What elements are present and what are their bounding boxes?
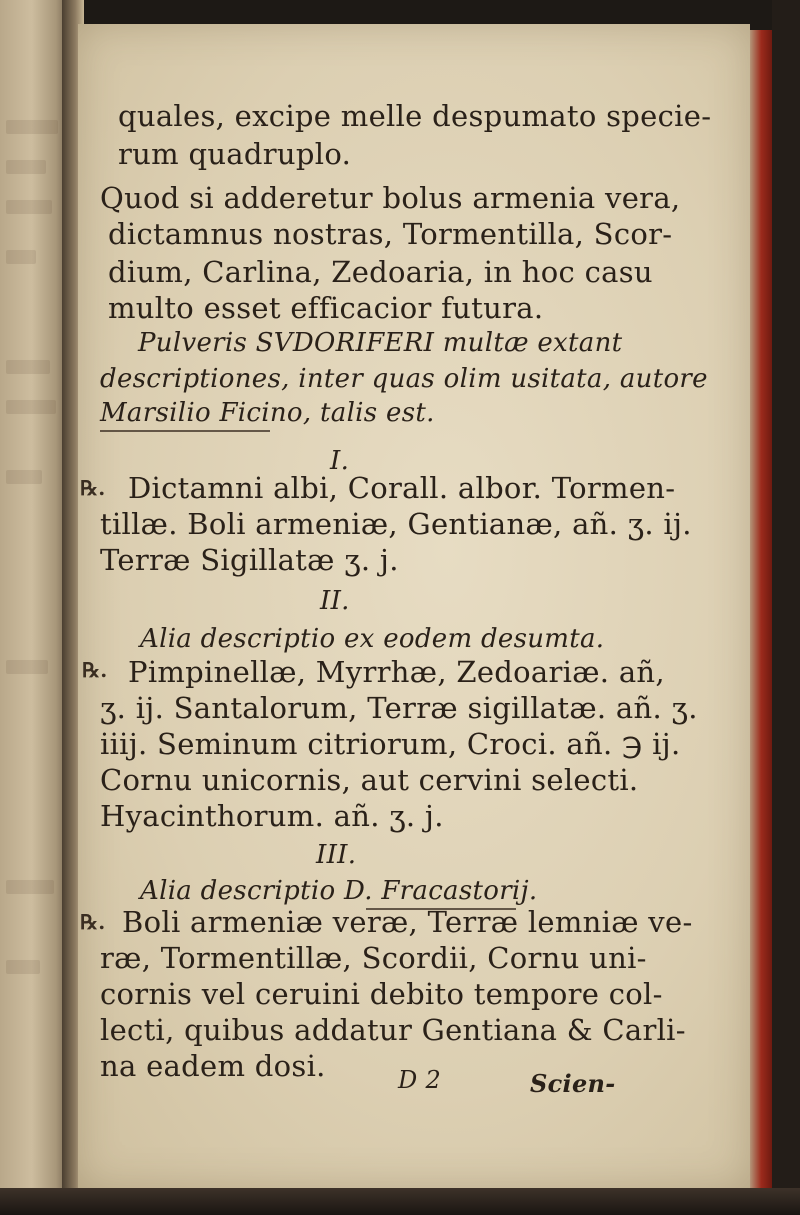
- text-line: Quod si adderetur bolus armenia vera,: [100, 181, 681, 215]
- section-heading: II.: [320, 586, 350, 616]
- recipe-symbol: ℞.: [80, 910, 106, 934]
- bleed-through-mark: [6, 120, 58, 134]
- text-line: tillæ. Boli armeniæ, Gentianæ, añ. ʒ. ij.: [100, 507, 692, 541]
- text-line: Pimpinellæ, Myrrhæ, Zedoariæ. añ,: [128, 655, 665, 689]
- recipe-symbol: ℞.: [82, 658, 108, 682]
- bottom-background: [0, 1188, 800, 1215]
- text-line: Cornu unicornis, aut cervini selecti.: [100, 763, 639, 797]
- facing-page-edge: [0, 0, 70, 1215]
- text-line: multo esset efficacior futura.: [108, 291, 544, 325]
- text-line: descriptiones, inter quas olim usitata, autore: [100, 364, 708, 394]
- text-line: ʒ. ij. Santalorum, Terræ sigillatæ. añ. ʒ.: [100, 691, 698, 725]
- text-line: rum quadruplo.: [118, 137, 352, 171]
- bleed-through-mark: [6, 250, 36, 264]
- red-page-edge: [748, 30, 772, 1190]
- bleed-through-mark: [6, 880, 54, 894]
- text-line: lecti, quibus addatur Gentiana & Carli-: [100, 1013, 686, 1047]
- bleed-through-mark: [6, 960, 40, 974]
- text-line: quales, excipe melle despumato specie-: [118, 99, 712, 133]
- text-line: Dictamni albi, Corall. albor. Tormen-: [128, 471, 676, 505]
- text-line: Boli armeniæ veræ, Terræ lemniæ ve-: [122, 905, 693, 939]
- page-paper: [78, 24, 750, 1189]
- background-right: [772, 0, 800, 1215]
- underline-mark: [100, 430, 270, 432]
- bleed-through-mark: [6, 200, 52, 214]
- text-line: ræ, Tormentillæ, Scordii, Cornu uni-: [100, 941, 647, 975]
- bleed-through-mark: [6, 470, 42, 484]
- section-heading: I.: [330, 446, 350, 476]
- section-subtitle: Alia descriptio D. Fracastorij.: [140, 876, 538, 906]
- text-line: cornis vel ceruini debito tempore col-: [100, 977, 663, 1011]
- text-line: dictamnus nostras, Tormentilla, Scor-: [108, 217, 673, 251]
- text-line: iiij. Seminum citriorum, Croci. añ. ℈ ij.: [100, 727, 681, 761]
- bleed-through-mark: [6, 160, 46, 174]
- text-line: na eadem dosi.: [100, 1049, 326, 1083]
- text-line: Marsilio Ficino, talis est.: [100, 398, 435, 428]
- signature-mark: D 2: [398, 1066, 442, 1094]
- bleed-through-mark: [6, 400, 56, 414]
- bleed-through-mark: [6, 660, 48, 674]
- recipe-symbol: ℞.: [80, 476, 106, 500]
- bleed-through-mark: [6, 360, 50, 374]
- text-line: Hyacinthorum. añ. ʒ. j.: [100, 799, 444, 833]
- section-subtitle: Alia descriptio ex eodem desumta.: [140, 624, 605, 654]
- text-line: dium, Carlina, Zedoaria, in hoc casu: [108, 255, 653, 289]
- catchword: Scien-: [530, 1069, 616, 1098]
- text-line: Pulveris SVDORIFERI multæ extant: [138, 328, 623, 358]
- text-line: Terræ Sigillatæ ʒ. j.: [100, 543, 399, 577]
- section-heading: III.: [316, 840, 357, 870]
